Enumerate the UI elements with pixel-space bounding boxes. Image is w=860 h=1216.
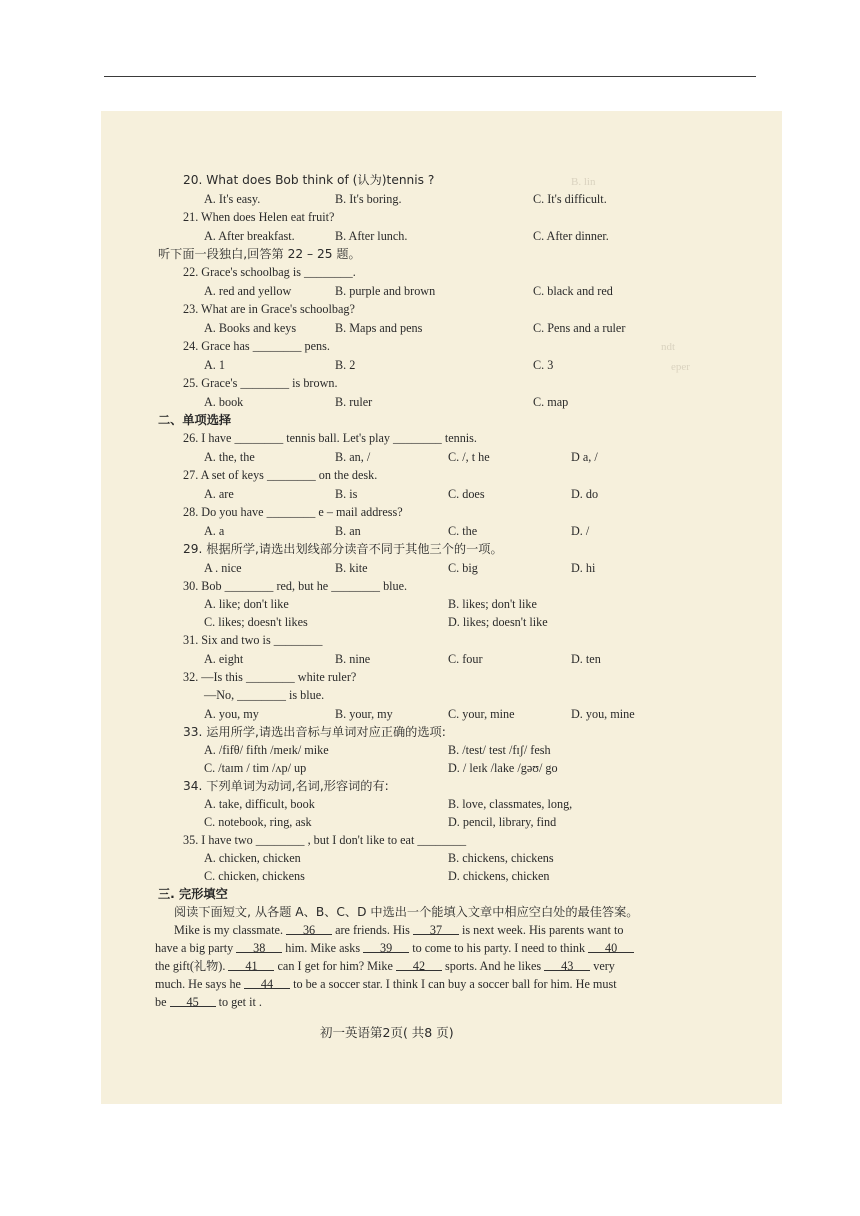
- cloze-text: to get it .: [215, 995, 262, 1009]
- question-text: 33. 运用所学,请选出音标与单词对应正确的选项:: [183, 725, 446, 739]
- cloze-blank-number: 45: [170, 995, 216, 1007]
- cloze-blank-number: 44: [244, 977, 290, 989]
- answer-option: B. likes; don't like: [448, 597, 537, 611]
- answer-option: D. hi: [571, 561, 596, 575]
- page-footer: 初一英语第2页( 共8 页): [320, 1025, 454, 1040]
- answer-option: A. chicken, chicken: [204, 851, 301, 865]
- answer-option: B. ruler: [335, 395, 373, 409]
- cloze-text: very: [590, 959, 615, 973]
- question-text: 25. Grace's ________ is brown.: [183, 376, 338, 390]
- answer-option: A. eight: [204, 652, 244, 666]
- question-text: 阅读下面短文, 从各题 A、B、C、D 中选出一个能填入文章中相应空白处的最佳答案。: [174, 905, 639, 919]
- question-text: 22. Grace's schoolbag is ________.: [183, 265, 356, 279]
- answer-option: A. red and yellow: [204, 284, 292, 298]
- answer-option: A. Books and keys: [204, 321, 297, 335]
- answer-option: A. book: [204, 395, 244, 409]
- question-text: 21. When does Helen eat fruit?: [183, 210, 335, 224]
- answer-option: C. likes; doesn't likes: [204, 615, 308, 629]
- cloze-text: be: [155, 995, 170, 1009]
- cloze-text: him. Mike asks: [282, 941, 364, 955]
- cloze-blank-number: 42: [396, 959, 442, 971]
- answer-option: A. are: [204, 487, 234, 501]
- answer-option: B. nine: [335, 652, 371, 666]
- cloze-blank-number: 36: [286, 923, 332, 935]
- cloze-line: [155, 959, 615, 974]
- question-text: —No, ________ is blue.: [204, 688, 325, 702]
- section-heading: 三. 完形填空: [158, 887, 228, 901]
- answer-option: D. / leɪk /lake /gəʊ/ go: [448, 761, 558, 775]
- cloze-text: are friends. His: [332, 923, 413, 937]
- cloze-text: can I get for him? Mike: [274, 959, 396, 973]
- answer-option: A. 1: [204, 358, 225, 372]
- answer-option: B. love, classmates, long,: [448, 797, 573, 811]
- question-text: 29. 根据所学,请选出划线部分读音不同于其他三个的一项。: [183, 542, 503, 556]
- cloze-blank-number: 41: [228, 959, 274, 971]
- answer-option: C. black and red: [533, 284, 613, 298]
- answer-option: A. /fifθ/ fifth /meɪk/ mike: [204, 743, 329, 757]
- question-text: 27. A set of keys ________ on the desk.: [183, 468, 378, 482]
- answer-option: D. you, mine: [571, 707, 635, 721]
- question-text: 35. I have two ________ , but I don't like to eat ________: [183, 833, 467, 847]
- cloze-blank-number: 37: [413, 923, 459, 935]
- answer-option: A. the, the: [204, 450, 255, 464]
- answer-option: C. chicken, chickens: [204, 869, 305, 883]
- answer-option: C. your, mine: [448, 707, 515, 721]
- header-rule: [104, 76, 756, 77]
- answer-option: A. a: [204, 524, 225, 538]
- cloze-text: sports. And he likes: [441, 959, 545, 973]
- answer-option: A. It's easy.: [204, 192, 261, 206]
- answer-option: B. your, my: [335, 707, 393, 721]
- answer-option: B. After lunch.: [335, 229, 408, 243]
- cloze-text: Mike is my classmate.: [174, 923, 287, 937]
- section-heading: 二、单项选择: [158, 413, 232, 427]
- answer-option: D. pencil, library, find: [448, 815, 557, 829]
- answer-option: B. 2: [335, 358, 356, 372]
- question-text: 31. Six and two is ________: [183, 633, 323, 647]
- answer-option: A . nice: [204, 561, 242, 575]
- question-text: 听下面一段独白,回答第 22 – 25 题。: [158, 247, 361, 261]
- answer-option: A. After breakfast.: [204, 229, 295, 243]
- answer-option: D. likes; doesn't like: [448, 615, 548, 629]
- answer-option: B. is: [335, 487, 358, 501]
- answer-option: D. ten: [571, 652, 601, 666]
- answer-option: C. does: [448, 487, 485, 501]
- scanned-page: B. lin ndt eper 20. What does Bob think of (认为)tennis ? A. It's easy. B. It's boring. C. It's difficult. 21. When does Helen eat fruit? A. After breakfast. B. After lunch. C. After dinner. 听下面一段独白,回答第 22 – 25 题。 22. Grace's schoolbag is ________. A. red and yellow B. purple and brown C. black and red 23. What are in Grace's schoolbag? A. Books and keys B. Maps and pens C. Pens and a ruler 24. Grace has ________ pens. A. 1 B. 2 C. 3 25. Grace's ________ is brown. A. book B. ruler C. map 二、单项选择 26. I have ________ tennis ball. Let's play ________ tennis. A. the, the B. an, / C. /, t he D a, / 27. A set of keys ________ on the desk. A. are B. is C. does D. do 28. Do you have ________ e – mail address? A. a B. an C. the D. / 29. 根据所学,请选出划线部分读音不同于其他三个的一项。 A . nice B. kite C. big D. hi 30. Bob ________ red, but he ________ blue. A. like; don't like B. likes; don't like C. likes; doesn't likes D. likes; doesn't like 31. Six and two is ________ A. eight B. nine C. four D. ten 32. —Is this ________ white ruler? —No, ________ is blue. A. you, my B. your, my C. your, mine D. you, mine 33. 运用所学,请选出音标与单词对应正确的选项: A. /fifθ/ fifth /meɪk/ mike B. /test/ test /fɪʃ/ fesh C. /taɪm / tim /ʌp/ up D. / leɪk /lake /gəʊ/ go 34. 下列单词为动词,名词,形容词的有: A. take, difficult, book B. love, classmates, long, C. notebook, ring, ask D. pencil, library, find 35. I have two ________ , but I don't like to eat ________ A. chicken, chicken B. chickens, chickens C. chicken, chickens D. chickens, chicken 三. 完形填空 阅读下面短文, 从各题 A、B、C、D 中选出一个能填入文章中相应空白处的最佳答案。 Mike is my classmate. 36 are friends. His 37 is next week. His parents want to have a big party 38 him. Mike asks 39 to come to his party. I need to think 40 the gift(礼物). 41 can I get for him? Mike 42 sports. And he likes 43 very much. He says he 44 to be a soccer star. I think I can buy a soccer ball for him. He must be 45 to get it . 初一英语第2页( 共8 页): [101, 111, 782, 1104]
- answer-option: C. /, t he: [448, 450, 490, 464]
- answer-option: C. big: [448, 561, 478, 575]
- cloze-blank-number: 43: [544, 959, 590, 971]
- cloze-line: [155, 941, 634, 956]
- answer-option: C. 3: [533, 358, 554, 372]
- answer-option: D. /: [571, 524, 590, 538]
- question-text: 24. Grace has ________ pens.: [183, 339, 330, 353]
- answer-option: C. After dinner.: [533, 229, 609, 243]
- answer-option: C. notebook, ring, ask: [204, 815, 312, 829]
- answer-option: B. chickens, chickens: [448, 851, 554, 865]
- cloze-text: is next week. His parents want to: [458, 923, 624, 937]
- cloze-text: to come to his party. I need to think: [409, 941, 589, 955]
- cloze-blank-number: 38: [236, 941, 282, 953]
- cloze-line: [155, 995, 262, 1010]
- answer-option: C. the: [448, 524, 478, 538]
- question-text: 23. What are in Grace's schoolbag?: [183, 302, 355, 316]
- cloze-line: [174, 923, 623, 938]
- answer-option: A. you, my: [204, 707, 259, 721]
- answer-option: C. map: [533, 395, 569, 409]
- question-text: 32. —Is this ________ white ruler?: [183, 670, 357, 684]
- answer-option: B. Maps and pens: [335, 321, 423, 335]
- answer-option: B. kite: [335, 561, 368, 575]
- cloze-line: [155, 977, 617, 992]
- answer-option: D. do: [571, 487, 599, 501]
- cloze-text: the gift(礼物).: [155, 959, 229, 973]
- answer-option: C. Pens and a ruler: [533, 321, 626, 335]
- cloze-blank-number: 40: [588, 941, 634, 953]
- cloze-blank-number: 39: [363, 941, 409, 953]
- answer-option: B. an: [335, 524, 361, 538]
- answer-option: C. /taɪm / tim /ʌp/ up: [204, 761, 307, 775]
- cloze-text: much. He says he: [155, 977, 245, 991]
- cloze-text: to be a soccer star. I think I can buy a soccer ball for him. He must: [290, 977, 617, 991]
- question-text: 26. I have ________ tennis ball. Let's play ________ tennis.: [183, 431, 477, 445]
- answer-option: A. like; don't like: [204, 597, 289, 611]
- answer-option: D a, /: [571, 450, 598, 464]
- question-text: 28. Do you have ________ e – mail address?: [183, 505, 403, 519]
- answer-option: A. take, difficult, book: [204, 797, 315, 811]
- cloze-text: have a big party: [155, 941, 237, 955]
- question-text: 20. What does Bob think of (认为)tennis ?: [183, 173, 435, 187]
- answer-option: B. /test/ test /fɪʃ/ fesh: [448, 743, 551, 757]
- question-text: 34. 下列单词为动词,名词,形容词的有:: [183, 779, 389, 793]
- answer-option: C. It's difficult.: [533, 192, 607, 206]
- question-text: 30. Bob ________ red, but he ________ blue.: [183, 579, 408, 593]
- answer-option: D. chickens, chicken: [448, 869, 550, 883]
- answer-option: B. an, /: [335, 450, 371, 464]
- answer-option: B. purple and brown: [335, 284, 436, 298]
- answer-option: B. It's boring.: [335, 192, 402, 206]
- answer-option: C. four: [448, 652, 483, 666]
